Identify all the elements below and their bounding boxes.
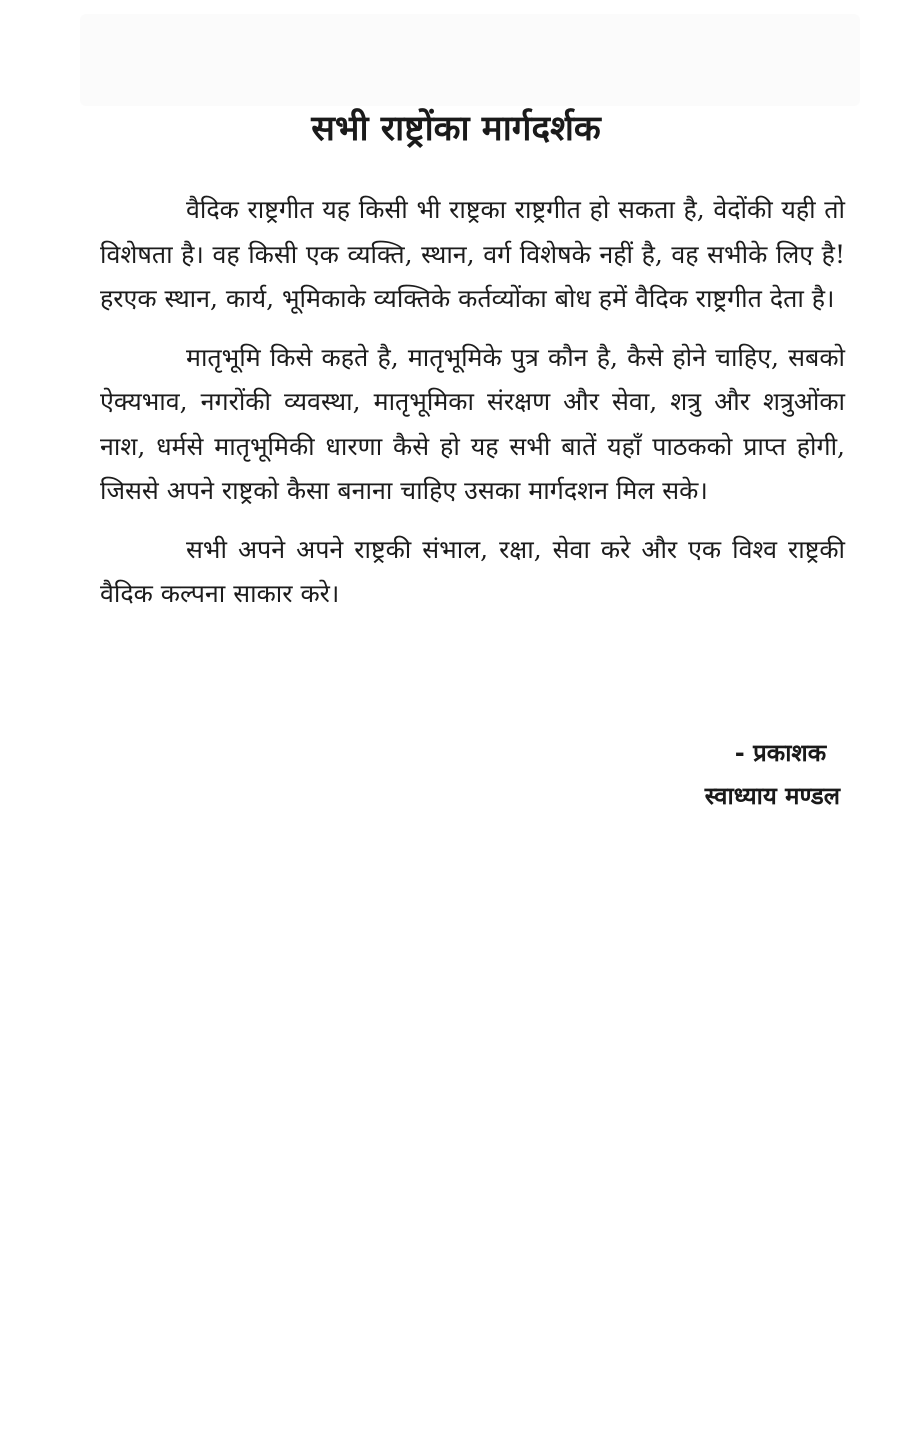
header-shade <box>80 14 860 106</box>
signature-organization: स्वाध्याय मण्डल <box>704 782 840 810</box>
body-text <box>100 188 845 631</box>
page-title: सभी राष्ट्रोंका मार्गदर्शक <box>311 109 601 149</box>
paragraph-3: सभी अपने अपने राष्ट्रकी संभाल, रक्षा, सेवा करे और एक विश्व राष्ट्रकी वैदिक कल्पना साकार करे। <box>100 534 845 608</box>
paragraph-2: मातृभूमि किसे कहते है, मातृभूमिके पुत्र कौन है, कैसे होने चाहिए, सबको ऐक्यभाव, नगरोंकी व्यवस्था, मातृभूमिका संरक्षण और सेवा, शत्रु और शत्रुओंका नाश, धर्मसे मातृभूमिकी धारणा कैसे हो यह सभी बातें यहाँ पाठकको प्राप्त होगी, जिससे अपने राष्ट्रको कैसा बनाना चाहिए उसका मार्गदशन मिल सके। <box>100 342 845 505</box>
paragraph-1: वैदिक राष्ट्रगीत यह किसी भी राष्ट्रका राष्ट्रगीत हो सकता है, वेदोंकी यही तो विशेषता है। वह किसी एक व्यक्ति, स्थान, वर्ग विशेषके नहीं है, वह सभीके लिए है! हरएक स्थान, कार्य, भूमिकाके व्यक्तिके कर्तव्योंका बोध हमें वैदिक राष्ट्रगीत देता है। <box>100 195 845 313</box>
signature-block <box>705 732 840 818</box>
signature-role: - प्रकाशक <box>734 739 827 767</box>
